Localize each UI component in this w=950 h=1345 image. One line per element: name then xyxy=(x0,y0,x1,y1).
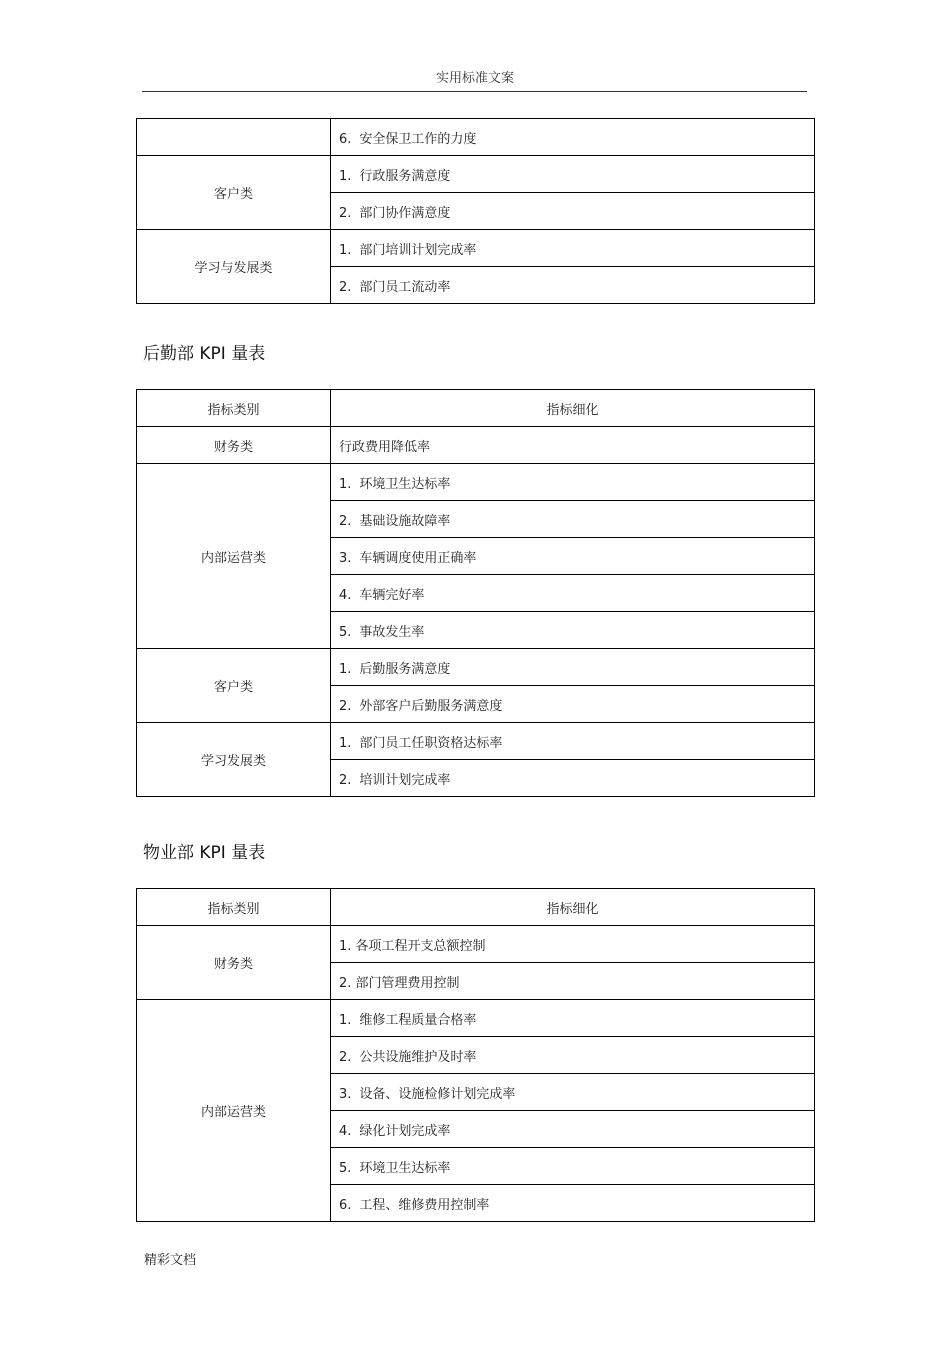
header-divider xyxy=(142,91,807,92)
column-header-category: 指标类别 xyxy=(137,390,331,427)
category-cell: 学习与发展类 xyxy=(137,230,331,304)
kpi-item: 2. 基础设施故障率 xyxy=(331,501,815,538)
kpi-item: 3. 车辆调度使用正确率 xyxy=(331,538,815,575)
kpi-item: 6. 工程、维修费用控制率 xyxy=(331,1185,815,1222)
kpi-item: 1. 部门培训计划完成率 xyxy=(331,230,815,267)
kpi-item: 1. 行政服务满意度 xyxy=(331,156,815,193)
property-kpi-table xyxy=(136,888,815,1222)
kpi-item: 行政费用降低率 xyxy=(331,427,815,464)
kpi-item: 3. 设备、设施检修计划完成率 xyxy=(331,1074,815,1111)
column-header-detail: 指标细化 xyxy=(331,889,815,926)
kpi-item: 1. 各项工程开支总额控制 xyxy=(331,926,815,963)
page-header-title: 实用标准文案 xyxy=(435,71,514,86)
category-cell: 客户类 xyxy=(137,156,331,230)
table-row xyxy=(137,649,815,686)
logistics-kpi-table xyxy=(136,389,815,797)
kpi-item: 5. 环境卫生达标率 xyxy=(331,1148,815,1185)
category-cell: 内部运营类 xyxy=(137,1000,331,1222)
category-cell: 学习发展类 xyxy=(137,723,331,797)
table-header-row xyxy=(137,889,815,926)
kpi-item: 1. 后勤服务满意度 xyxy=(331,649,815,686)
kpi-item: 2. 外部客户后勤服务满意度 xyxy=(331,686,815,723)
category-cell: 内部运营类 xyxy=(137,464,331,649)
table-row xyxy=(137,926,815,963)
kpi-item: 4. 车辆完好率 xyxy=(331,575,815,612)
property-kpi-title: 物业部 KPI 量表 xyxy=(143,843,266,863)
page-footer-text: 精彩文档 xyxy=(144,1253,197,1268)
table-row xyxy=(137,156,815,193)
kpi-item: 5. 事故发生率 xyxy=(331,612,815,649)
kpi-table-continued xyxy=(136,118,815,304)
kpi-item: 2. 培训计划完成率 xyxy=(331,760,815,797)
column-header-detail: 指标细化 xyxy=(331,390,815,427)
table-row xyxy=(137,119,815,156)
kpi-item: 1. 环境卫生达标率 xyxy=(331,464,815,501)
category-cell: 客户类 xyxy=(137,649,331,723)
kpi-item: 4. 绿化计划完成率 xyxy=(331,1111,815,1148)
logistics-kpi-title: 后勤部 KPI 量表 xyxy=(143,344,266,364)
table-row xyxy=(137,723,815,760)
category-cell-empty xyxy=(137,119,331,156)
table-header-row xyxy=(137,390,815,427)
table-row xyxy=(137,230,815,267)
table-row xyxy=(137,427,815,464)
kpi-item: 6. 安全保卫工作的力度 xyxy=(331,119,815,156)
kpi-item: 2. 公共设施维护及时率 xyxy=(331,1037,815,1074)
kpi-item: 2. 部门员工流动率 xyxy=(331,267,815,304)
column-header-category: 指标类别 xyxy=(137,889,331,926)
table-row xyxy=(137,1000,815,1037)
kpi-item: 2. 部门协作满意度 xyxy=(331,193,815,230)
kpi-item: 1. 维修工程质量合格率 xyxy=(331,1000,815,1037)
kpi-item: 1. 部门员工任职资格达标率 xyxy=(331,723,815,760)
category-cell: 财务类 xyxy=(137,926,331,1000)
kpi-item: 2. 部门管理费用控制 xyxy=(331,963,815,1000)
category-cell: 财务类 xyxy=(137,427,331,464)
table-row xyxy=(137,464,815,501)
